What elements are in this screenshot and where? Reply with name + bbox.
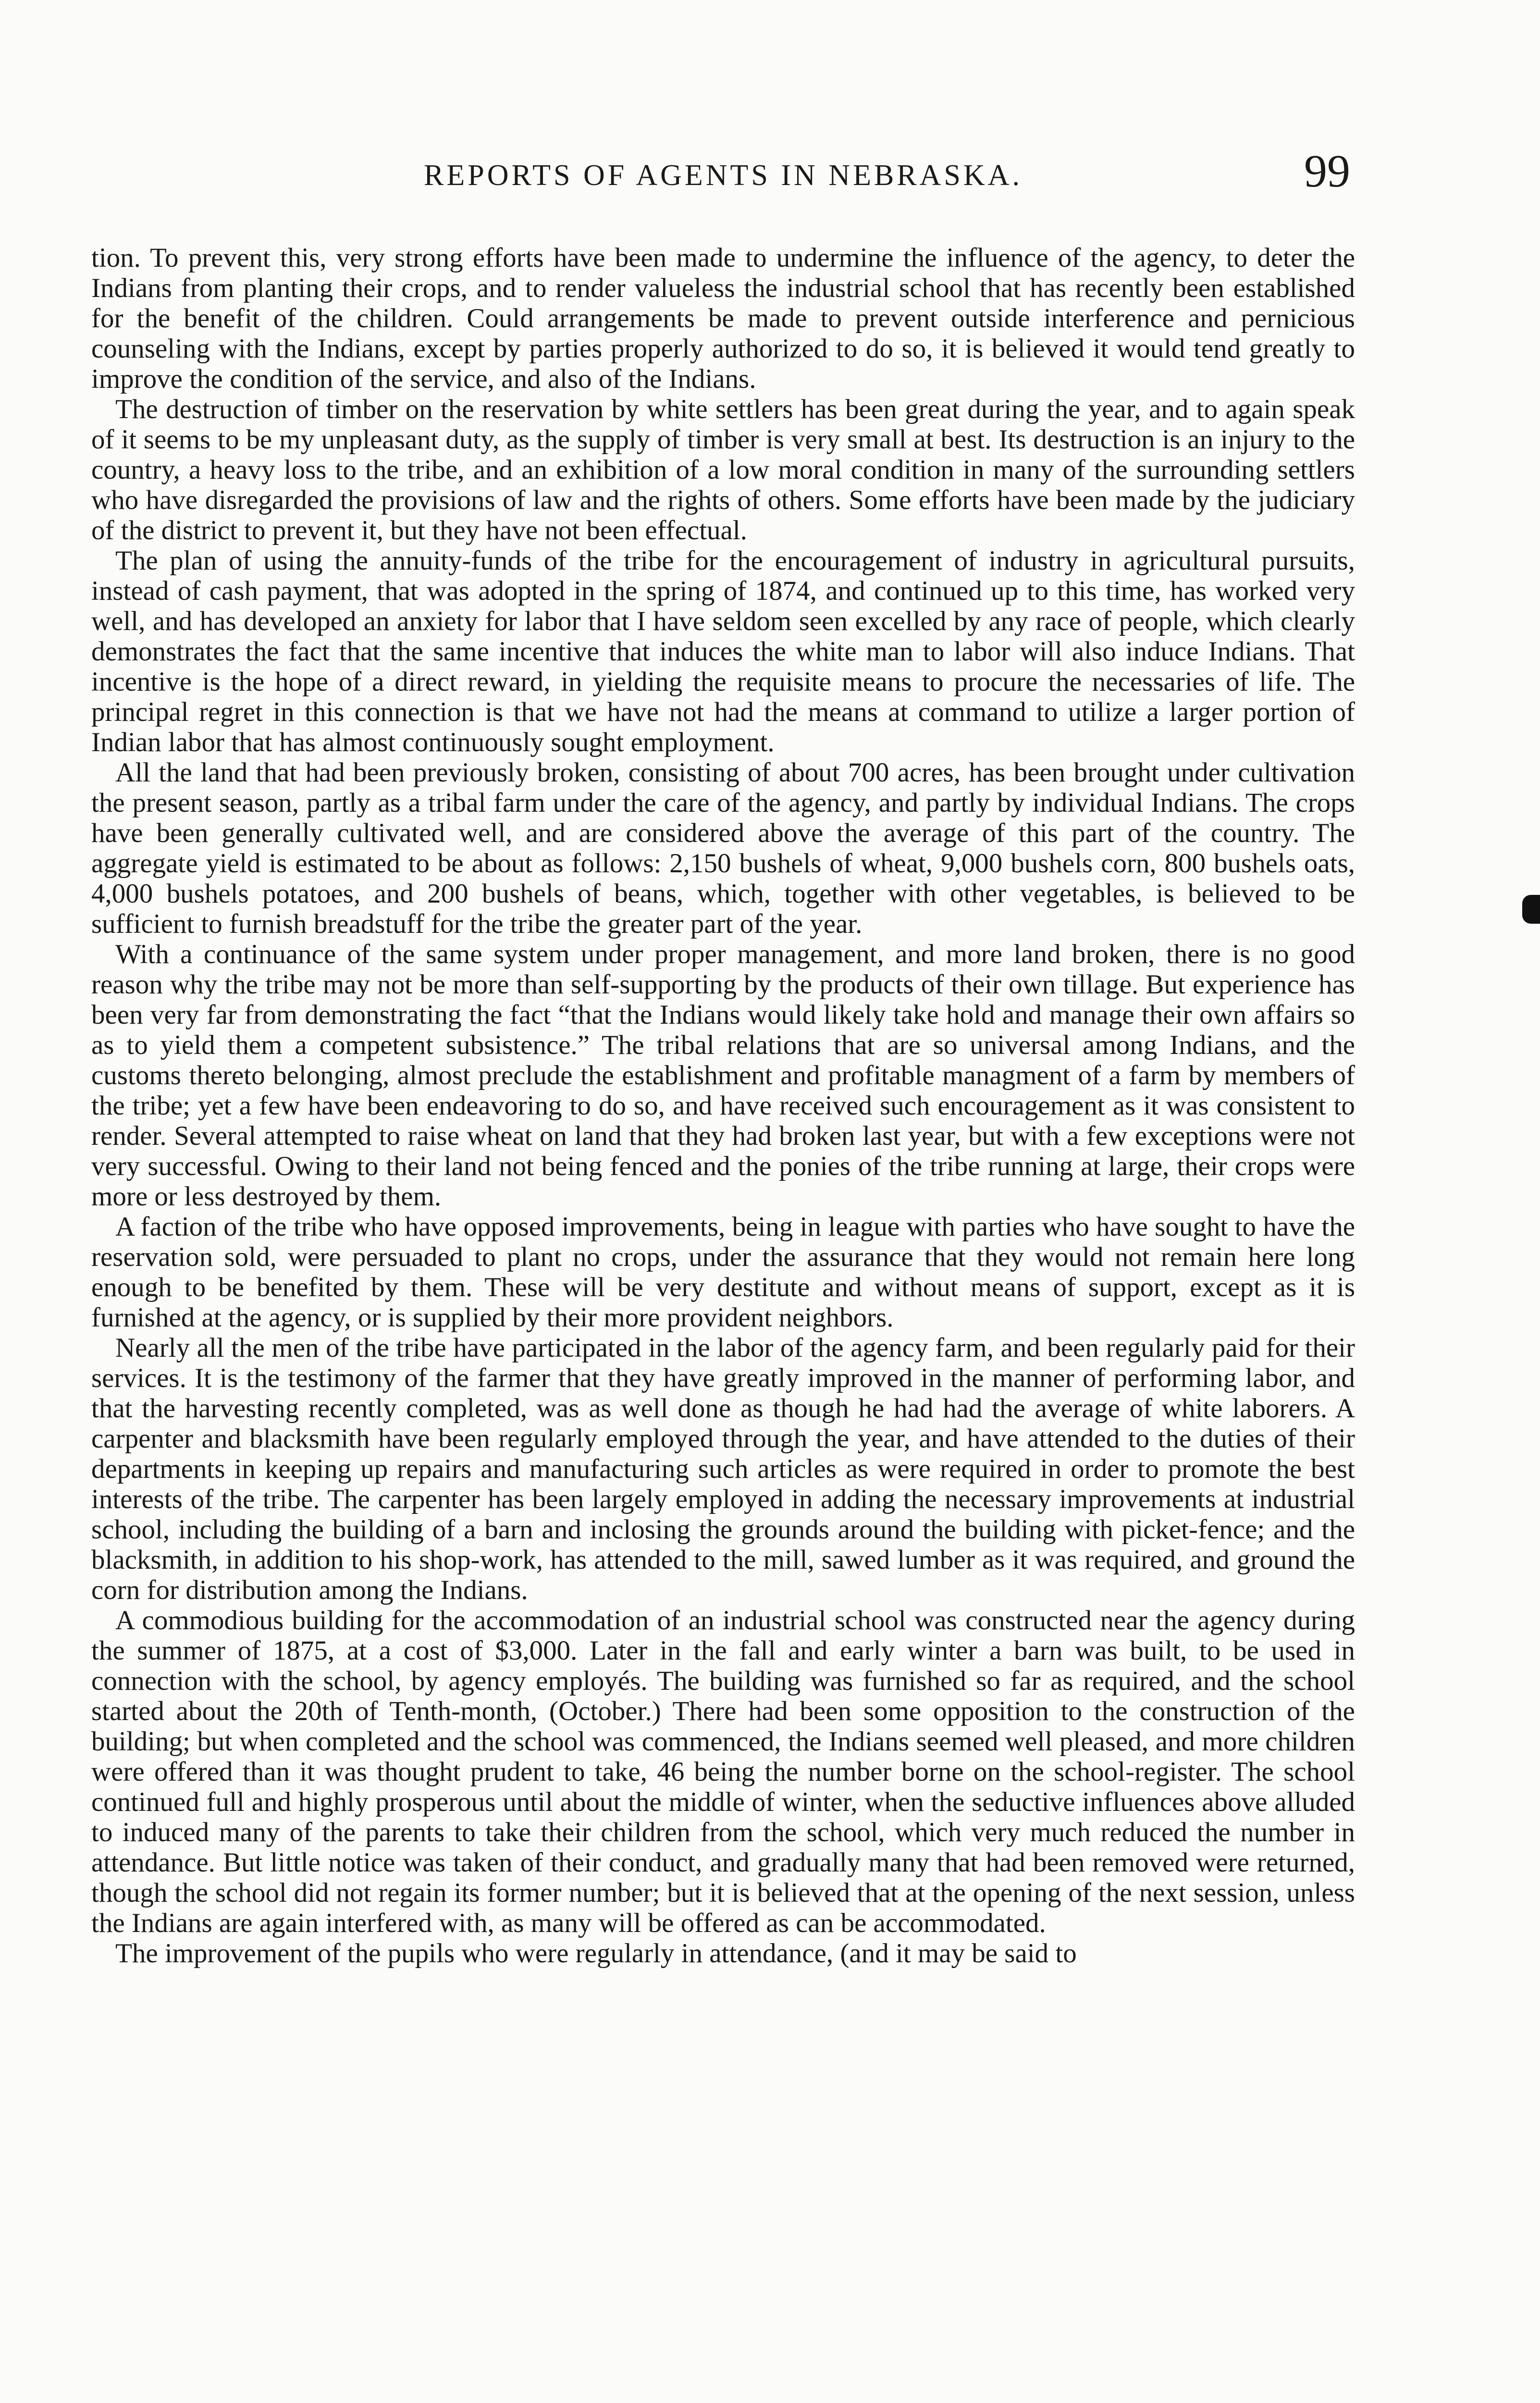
paragraph: tion. To prevent this, very strong efforts have been made to undermine the influence of the agency, to deter the Indians from planting their crops, and to render valueless the industrial school that has recently been established for the benefit of the children. Could arrangements be made to prevent outside interference and pernicious counseling with the Indians, except by parties properly authorized to do so, it is believed it would tend greatly to improve the condition of the service, and also of the Indians. [91, 243, 1355, 394]
body-text [91, 243, 1355, 1969]
paragraph: All the land that had been previously broken, consisting of about 700 acres, has been brought under cultivation the present season, partly as a tribal farm under the care of the agency, and partly by individual Indians. The crops have been generally cultivated well, and are considered above the average of this part of the country. The aggregate yield is estimated to be about as follows: 2,150 bushels of wheat, 9,000 bushels corn, 800 bushels oats, 4,000 bushels potatoes, and 200 bushels of beans, which, together with other vegetables, is believed to be sufficient to furnish breadstuff for the tribe the greater part of the year. [91, 757, 1355, 939]
page-number: 99 [1304, 145, 1350, 197]
paragraph: With a continuance of the same system under proper management, and more land broken, there is no good reason why the tribe may not be more than self-supporting by the products of their own tillage. But experience has been very far from demonstrating the fact “that the Indians would likely take hold and manage their own affairs so as to yield them a competent subsistence.” The tribal relations that are so universal among Indians, and the customs thereto belonging, almost preclude the establishment and profitable managment of a farm by members of the tribe; yet a few have been endeavoring to do so, and have received such encouragement as it was consistent to render. Several attempted to raise wheat on land that they had broken last year, but with a few exceptions were not very successful. Owing to their land not being fenced and the ponies of the tribe running at large, their crops were more or less destroyed by them. [91, 939, 1355, 1212]
paragraph: The plan of using the annuity-funds of the tribe for the encouragement of industry in agricultural pursuits, instead of cash payment, that was adopted in the spring of 1874, and continued up to this time, has worked very well, and has developed an anxiety for labor that I have seldom seen excelled by any race of people, which clearly demonstrates the fact that the same incentive that induces the white man to labor will also induce Indians. That incentive is the hope of a direct reward, in yielding the requisite means to procure the necessaries of life. The principal regret in this connection is that we have not had the means at command to utilize a larger portion of Indian labor that has almost continuously sought employment. [91, 545, 1355, 757]
running-head: REPORTS OF AGENTS IN NEBRASKA. [424, 159, 1023, 192]
paragraph: Nearly all the men of the tribe have participated in the labor of the agency farm, and been regularly paid for their services. It is the testimony of the farmer that they have greatly improved in the manner of performing labor, and that the harvesting recently completed, was as well done as though he had had the average of white laborers. A carpenter and blacksmith have been regularly employed through the year, and have attended to the duties of their departments in keeping up repairs and manufacturing such articles as were required in order to promote the best interests of the tribe. The carpenter has been largely employed in adding the necessary improvements at industrial school, including the building of a barn and inclosing the grounds around the building with picket-fence; and the blacksmith, in addition to his shop-work, has attended to the mill, sawed lumber as it was required, and ground the corn for distribution among the Indians. [91, 1333, 1355, 1605]
paragraph: A faction of the tribe who have opposed improvements, being in league with parties who have sought to have the reservation sold, were persuaded to plant no crops, under the assurance that they would not remain here long enough to be benefited by them. These will be very destitute and without means of support, except as it is furnished at the agency, or is supplied by their more provident neighbors. [91, 1212, 1355, 1333]
paragraph: The destruction of timber on the reservation by white settlers has been great during the year, and to again speak of it seems to be my unpleasant duty, as the supply of timber is very small at best. Its destruction is an injury to the country, a heavy loss to the tribe, and an exhibition of a low moral condition in many of the surrounding settlers who have disregarded the provisions of law and the rights of others. Some efforts have been made by the judiciary of the district to prevent it, but they have not been effectual. [91, 394, 1355, 545]
paragraph: The improvement of the pupils who were regularly in attendance, (and it may be said to [115, 1938, 1077, 1969]
page-header [91, 144, 1355, 202]
margin-tab-mark [1522, 895, 1540, 924]
paragraph: A commodious building for the accommodation of an industrial school was constructed near the agency during the summer of 1875, at a cost of $3,000. Later in the fall and early winter a barn was built, to be used in connection with the school, by agency employés. The building was furnished so far as required, and the school started about the 20th of Tenth-month, (October.) There had been some opposition to the construction of the building; but when completed and the school was commenced, the Indians seemed well pleased, and more children were offered than it was thought prudent to take, 46 being the number borne on the school-register. The school continued full and highly prosperous until about the middle of winter, when the seductive influences above alluded to induced many of the parents to take their children from the school, which very much reduced the number in attendance. But little notice was taken of their conduct, and gradually many that had been removed were returned, though the school did not regain its former number; but it is believed that at the opening of the next session, unless the Indians are again interfered with, as many will be offered as can be accommodated. [91, 1605, 1355, 1938]
